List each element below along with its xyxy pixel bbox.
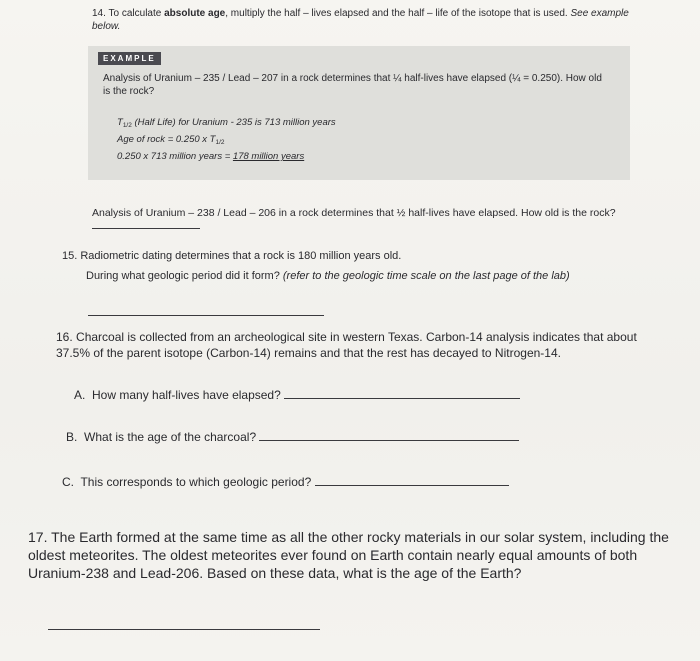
example-t-subscript: 1/2 [122, 122, 132, 129]
question-16 [56, 330, 656, 361]
question-17-number: 17. [28, 529, 48, 545]
example-line-age-formula [117, 134, 225, 146]
example-age-formula-text: Age of rock = 0.250 x T [117, 134, 216, 145]
question-14-bold-term: absolute age [164, 8, 226, 19]
part-b-text: What is the age of the charcoal? [84, 430, 257, 444]
question-17-answer-blank[interactable] [48, 628, 320, 630]
question-15-line-2 [86, 270, 570, 284]
question-14 [92, 8, 652, 33]
part-a-text: How many half-lives have elapsed? [92, 388, 281, 402]
question-15-statement: Radiometric dating determines that a rock is 180 million years old. [80, 250, 402, 262]
example-question: Analysis of Uranium – 235 / Lead – 207 in a rock determines that ¼ half-lives have elapsed (¼ = 0.250). How old is the rock? [103, 73, 602, 97]
example-line-half-life [117, 117, 336, 129]
question-16-number: 16. [56, 330, 73, 344]
question-17-text: The Earth formed at the same time as all the other rocky materials in our solar system, including the oldest meteorites. The oldest meteorites ever found on Earth contain nearly equal amounts of both Uranium-238 and Lead-206. Based on these data, what is the age of the Earth? [28, 529, 669, 582]
example-half-life-text: (Half Life) for Uranium - 235 is 713 million years [131, 117, 336, 128]
part-c-label: C. [62, 475, 74, 489]
part-c-answer-blank[interactable] [315, 484, 509, 486]
question-15-line-1 [62, 250, 401, 264]
question-15-prompt: During what geologic period did it form? [86, 270, 283, 282]
part-a-label: A. [74, 388, 86, 402]
uranium-238-answer-blank[interactable] [92, 227, 200, 229]
example-age-formula-subscript: 1/2 [215, 139, 225, 146]
question-15-reference-note: (refer to the geologic time scale on the last page of the lab) [282, 270, 570, 282]
example-line-calculation [117, 151, 304, 162]
question-15-number: 15. [62, 250, 78, 262]
example-answer: 178 million years [232, 151, 305, 162]
question-16-part-c [62, 475, 509, 490]
question-14-uranium-238 [92, 207, 652, 233]
question-15-answer-blank[interactable] [88, 314, 324, 316]
question-14-text-pre: To calculate [108, 8, 165, 19]
question-16-text: Charcoal is collected from an archeological site in western Texas. Carbon-14 analysis indicates that about 37.5% of the parent isotope (Carbon-14) remains and that the rest has decayed to Nitrogen-14. [56, 330, 637, 360]
question-16-part-a [74, 388, 520, 403]
uranium-238-question-text: Analysis of Uranium – 238 / Lead – 206 in a rock determines that ½ half-lives have elapsed. How old is the rock? [92, 207, 616, 219]
question-14-text-mid: , multiply the half – lives elapsed and the half – life of the isotope that is used. [225, 8, 571, 19]
question-17 [28, 528, 678, 583]
part-b-answer-blank[interactable] [259, 439, 519, 441]
part-c-text: This corresponds to which geologic period? [80, 475, 312, 489]
example-t-symbol: T [117, 117, 123, 128]
part-a-answer-blank[interactable] [284, 397, 520, 399]
question-14-italic-note: See example below. [92, 8, 629, 32]
question-16-part-b [66, 430, 519, 445]
example-tag: EXAMPLE [98, 52, 161, 65]
part-b-label: B. [66, 430, 78, 444]
question-14-number: 14. [92, 8, 106, 19]
example-calculation-text: 0.250 x 713 million years = [117, 151, 233, 162]
